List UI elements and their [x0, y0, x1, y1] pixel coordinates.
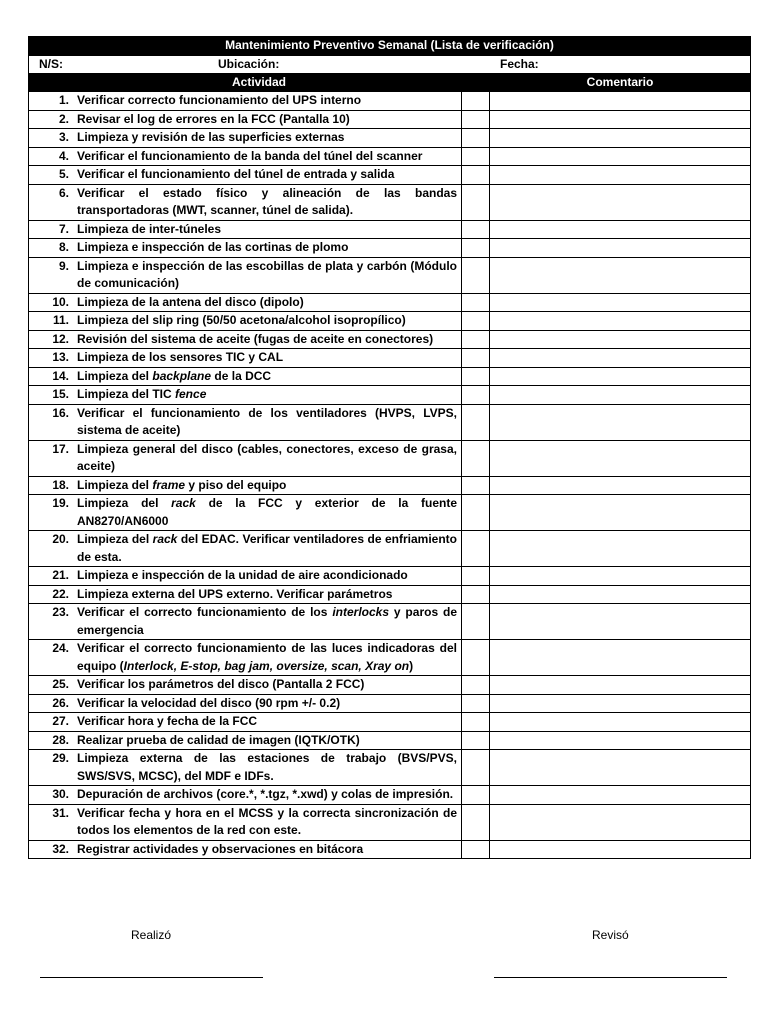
activity-text-part: Limpieza general del disco (cables, conectores, exceso de grasa, aceite)	[77, 441, 457, 473]
activity-text-part: Limpieza del TIC	[77, 387, 176, 401]
activity-text-italic: backplane	[152, 368, 212, 383]
activity-text	[77, 786, 457, 804]
comment-cell[interactable]	[490, 367, 751, 386]
activity-row	[29, 349, 751, 368]
activity-text-part: Limpieza e inspección de la unidad de aire acondicionado	[77, 568, 408, 582]
comment-column-header: Comentario	[490, 73, 751, 92]
activity-text-italic: rack	[152, 532, 178, 546]
comment-cell[interactable]	[490, 129, 751, 148]
activity-text	[77, 495, 457, 530]
comment-cell[interactable]	[490, 312, 751, 331]
activity-row	[29, 404, 751, 440]
activity-row	[29, 731, 751, 750]
activity-text-part: Registrar actividades y observaciones en bitácora	[77, 841, 364, 856]
check-cell[interactable]	[462, 585, 490, 604]
activity-number: 3.	[58, 130, 69, 144]
activity-row	[29, 147, 751, 166]
activity-text	[77, 676, 457, 694]
activity-text-part: Limpieza del slip ring (50/50 acetona/alcohol isopropílico)	[77, 313, 406, 327]
activity-number: 24.	[52, 641, 69, 655]
check-cell[interactable]	[462, 440, 490, 476]
activity-text-part: Limpieza del	[77, 496, 172, 510]
comment-cell[interactable]	[490, 349, 751, 368]
activity-text-part: Verificar el correcto funcionamiento de las luces indicadoras del equipo (	[77, 641, 457, 673]
activity-text-part: Verificar el funcionamiento del túnel de entrada y salida	[77, 167, 395, 181]
check-cell[interactable]	[462, 404, 490, 440]
activity-text-part: Verificar los parámetros del disco (Pantalla 2 FCC)	[77, 677, 365, 691]
comment-cell[interactable]	[490, 567, 751, 586]
activity-text	[77, 221, 457, 239]
comment-cell[interactable]	[490, 440, 751, 476]
comment-cell[interactable]	[490, 694, 751, 713]
activity-text	[77, 368, 457, 386]
activity-text-part: Depuración de archivos (core.*, *.tgz, *.xwd) y colas de impresión.	[77, 787, 454, 801]
check-cell[interactable]	[462, 640, 490, 676]
activity-row	[29, 440, 751, 476]
comment-cell[interactable]	[490, 239, 751, 258]
comment-cell[interactable]	[490, 585, 751, 604]
activity-number: 15.	[52, 387, 69, 401]
activity-row	[29, 312, 751, 331]
comment-cell[interactable]	[490, 257, 751, 293]
check-cell[interactable]	[462, 129, 490, 148]
activity-text	[77, 441, 457, 476]
comment-cell[interactable]	[490, 184, 751, 220]
checklist-table	[28, 36, 751, 859]
activity-number: 10.	[52, 294, 69, 309]
activity-number: 11.	[52, 313, 69, 327]
activity-row	[29, 386, 751, 405]
check-cell[interactable]	[462, 166, 490, 185]
comment-cell[interactable]	[490, 476, 751, 495]
activity-number: 13.	[52, 350, 69, 364]
comment-cell[interactable]	[490, 166, 751, 185]
activity-text-italic: frame	[152, 477, 186, 492]
activity-text	[77, 604, 457, 639]
activity-row	[29, 604, 751, 640]
activity-row	[29, 531, 751, 567]
comment-cell[interactable]	[490, 531, 751, 567]
activity-text	[77, 148, 457, 166]
check-cell[interactable]	[462, 840, 490, 859]
check-cell[interactable]	[462, 257, 490, 293]
activity-text	[77, 841, 457, 859]
check-cell[interactable]	[462, 367, 490, 386]
activity-number: 31.	[52, 805, 69, 820]
activity-text	[77, 695, 457, 713]
activity-number: 23.	[52, 605, 69, 619]
reviewed-by-label: Revisó	[592, 928, 629, 942]
activity-row	[29, 804, 751, 840]
check-cell[interactable]	[462, 731, 490, 750]
location-label: Ubicación:	[218, 56, 280, 71]
activity-text-part: Limpieza del	[77, 477, 153, 492]
activity-text-part: Verificar el funcionamiento de los ventiladores (HVPS, LVPS, sistema de aceite)	[77, 405, 457, 437]
comment-cell[interactable]	[490, 386, 751, 405]
activity-text-part: Limpieza del	[77, 532, 153, 546]
serial-number-label: N/S:	[39, 56, 63, 71]
check-cell[interactable]	[462, 293, 490, 312]
activity-number: 17.	[52, 441, 69, 456]
activity-number: 8.	[58, 240, 69, 254]
activity-text-italic: interlocks	[332, 605, 390, 619]
activity-number: 27.	[52, 714, 69, 728]
activity-text-part: Verificar el estado físico y alineación de las bandas transportadoras (MWT, scanner, túnel de salida).	[77, 185, 457, 217]
activity-text	[77, 331, 457, 349]
comment-cell[interactable]	[490, 676, 751, 695]
comment-cell[interactable]	[490, 640, 751, 676]
activity-text-part: y piso del equipo	[185, 477, 287, 492]
activity-text	[77, 805, 457, 840]
activity-row	[29, 110, 751, 129]
activity-text-part: Limpieza e inspección de las cortinas de plomo	[77, 240, 349, 254]
check-cell[interactable]	[462, 330, 490, 349]
activity-row	[29, 293, 751, 312]
comment-cell[interactable]	[490, 604, 751, 640]
activity-text	[77, 732, 457, 750]
activity-row	[29, 330, 751, 349]
reviewed-by-signature-line	[494, 977, 727, 978]
activity-number: 2.	[58, 111, 69, 126]
activity-row	[29, 750, 751, 786]
activity-number: 21.	[52, 568, 69, 582]
header-fields	[33, 56, 746, 73]
activity-text	[77, 386, 457, 404]
activity-text-part: Verificar correcto funcionamiento del UPS interno	[77, 93, 362, 107]
check-cell[interactable]	[462, 604, 490, 640]
comment-cell[interactable]	[490, 220, 751, 239]
activity-row	[29, 840, 751, 859]
activity-row	[29, 567, 751, 586]
activity-text-part: Limpieza del	[77, 368, 153, 383]
activity-text-part: Verificar hora y fecha de la FCC	[77, 714, 258, 728]
activity-text	[77, 294, 457, 312]
comment-cell[interactable]	[490, 495, 751, 531]
activity-text-italic: Interlock, E-stop, bag jam, oversize, scan, Xray on	[123, 658, 410, 673]
activity-text-part: )	[409, 658, 414, 673]
activity-text	[77, 586, 457, 604]
activity-row	[29, 585, 751, 604]
activity-row	[29, 694, 751, 713]
activity-number: 7.	[58, 221, 69, 236]
activity-number: 4.	[58, 148, 69, 163]
activity-text	[77, 166, 457, 184]
activity-number: 6.	[58, 185, 69, 200]
activity-number: 26.	[52, 695, 69, 710]
activity-text	[77, 349, 457, 367]
activity-row	[29, 476, 751, 495]
activity-text	[77, 111, 457, 129]
activity-text-part: Verificar la velocidad del disco (90 rpm +/- 0.2)	[77, 695, 341, 710]
activity-text	[77, 312, 457, 330]
activity-text	[77, 405, 457, 440]
comment-cell[interactable]	[490, 731, 751, 750]
activity-row	[29, 166, 751, 185]
activity-text-italic: rack	[171, 496, 196, 510]
activity-text-part: Limpieza y revisión de las superficies externas	[77, 130, 345, 144]
activity-number: 22.	[52, 586, 69, 601]
activity-number: 30.	[52, 787, 69, 801]
check-cell[interactable]	[462, 239, 490, 258]
check-cell[interactable]	[462, 349, 490, 368]
made-by-label: Realizó	[131, 928, 172, 942]
comment-cell[interactable]	[490, 404, 751, 440]
activity-row	[29, 713, 751, 732]
comment-cell[interactable]	[490, 804, 751, 840]
comment-cell[interactable]	[490, 713, 751, 732]
activity-text	[77, 239, 457, 257]
check-cell[interactable]	[462, 220, 490, 239]
activity-row	[29, 495, 751, 531]
check-cell[interactable]	[462, 147, 490, 166]
comment-cell[interactable]	[490, 330, 751, 349]
activity-text-part: Limpieza de inter-túneles	[77, 221, 222, 236]
activity-number: 9.	[58, 258, 69, 273]
activity-row	[29, 640, 751, 676]
activity-text-part: del EDAC. Verificar ventiladores de enfriamiento de esta.	[77, 532, 457, 564]
made-by-signature-line	[40, 977, 263, 978]
activity-number: 12.	[52, 331, 69, 346]
activity-row	[29, 239, 751, 258]
activity-text-part: Revisión del sistema de aceite (fugas de aceite en conectores)	[77, 331, 434, 346]
activity-text-part: Verificar fecha y hora en el MCSS y la correcta sincronización de todos los elementos de la red con este.	[77, 805, 457, 837]
activity-text	[77, 92, 457, 110]
activity-row	[29, 92, 751, 111]
check-cell[interactable]	[462, 184, 490, 220]
check-cell[interactable]	[462, 694, 490, 713]
activity-text-part: de la DCC	[211, 368, 272, 383]
check-cell[interactable]	[462, 92, 490, 111]
check-cell[interactable]	[462, 804, 490, 840]
activity-number: 18.	[52, 477, 69, 492]
activity-row	[29, 129, 751, 148]
check-cell[interactable]	[462, 713, 490, 732]
activity-number: 16.	[52, 405, 69, 420]
activity-text-part: de la FCC y exterior de la fuente AN8270/AN6000	[77, 496, 457, 528]
comment-cell[interactable]	[490, 92, 751, 111]
activity-number: 25.	[52, 677, 69, 691]
activity-text	[77, 640, 457, 675]
activity-text-part: Verificar el correcto funcionamiento de los	[77, 605, 333, 619]
activity-row	[29, 367, 751, 386]
activity-number: 20.	[52, 532, 69, 546]
activity-number: 1.	[58, 93, 69, 107]
check-cell[interactable]	[462, 676, 490, 695]
activity-text	[77, 477, 457, 495]
activity-text	[77, 185, 457, 220]
comment-cell[interactable]	[490, 786, 751, 805]
comment-cell[interactable]	[490, 147, 751, 166]
comment-cell[interactable]	[490, 750, 751, 786]
activity-text-part: Limpieza de la antena del disco (dipolo)	[77, 294, 304, 309]
activity-text	[77, 129, 457, 147]
activity-text-part: y paros de emergencia	[77, 605, 457, 637]
activity-number: 29.	[52, 751, 69, 765]
check-cell[interactable]	[462, 750, 490, 786]
check-cell[interactable]	[462, 476, 490, 495]
activity-number: 28.	[52, 732, 69, 747]
activity-text-italic: fence	[175, 387, 207, 401]
check-cell[interactable]	[462, 386, 490, 405]
activity-text-part: Limpieza e inspección de las escobillas de plata y carbón (Módulo de comunicación)	[77, 258, 457, 290]
form-title: Mantenimiento Preventivo Semanal (Lista de verificación)	[29, 37, 751, 56]
comment-cell[interactable]	[490, 293, 751, 312]
comment-cell[interactable]	[490, 840, 751, 859]
check-cell[interactable]	[462, 312, 490, 331]
check-cell[interactable]	[462, 110, 490, 129]
check-cell[interactable]	[462, 567, 490, 586]
activity-text-part: Limpieza de los sensores TIC y CAL	[77, 350, 284, 364]
activity-text	[77, 567, 457, 585]
activity-row	[29, 786, 751, 805]
activity-number: 5.	[58, 167, 69, 181]
comment-cell[interactable]	[490, 110, 751, 129]
activity-number: 32.	[52, 841, 69, 856]
activity-text-part: Verificar el funcionamiento de la banda del túnel del scanner	[77, 148, 423, 163]
check-cell[interactable]	[462, 531, 490, 567]
activity-text	[77, 531, 457, 566]
activity-text-part: Realizar prueba de calidad de imagen (IQTK/OTK)	[77, 732, 360, 747]
check-cell[interactable]	[462, 495, 490, 531]
activity-text-part: Limpieza externa de las estaciones de trabajo (BVS/PVS, SWS/SVS, MCSC), del MDF e IDFs.	[77, 751, 457, 783]
activity-text	[77, 258, 457, 293]
activity-row	[29, 220, 751, 239]
activity-text	[77, 713, 457, 731]
check-cell[interactable]	[462, 786, 490, 805]
activity-text-part: Revisar el log de errores en la FCC (Pantalla 10)	[77, 111, 350, 126]
activity-number: 14.	[52, 368, 69, 383]
activity-row	[29, 676, 751, 695]
activity-row	[29, 257, 751, 293]
activity-text	[77, 750, 457, 785]
date-label: Fecha:	[500, 56, 539, 71]
activity-text-part: Limpieza externa del UPS externo. Verificar parámetros	[77, 586, 393, 601]
activity-number: 19.	[52, 496, 69, 510]
activity-row	[29, 184, 751, 220]
activity-column-header: Actividad	[29, 73, 490, 92]
